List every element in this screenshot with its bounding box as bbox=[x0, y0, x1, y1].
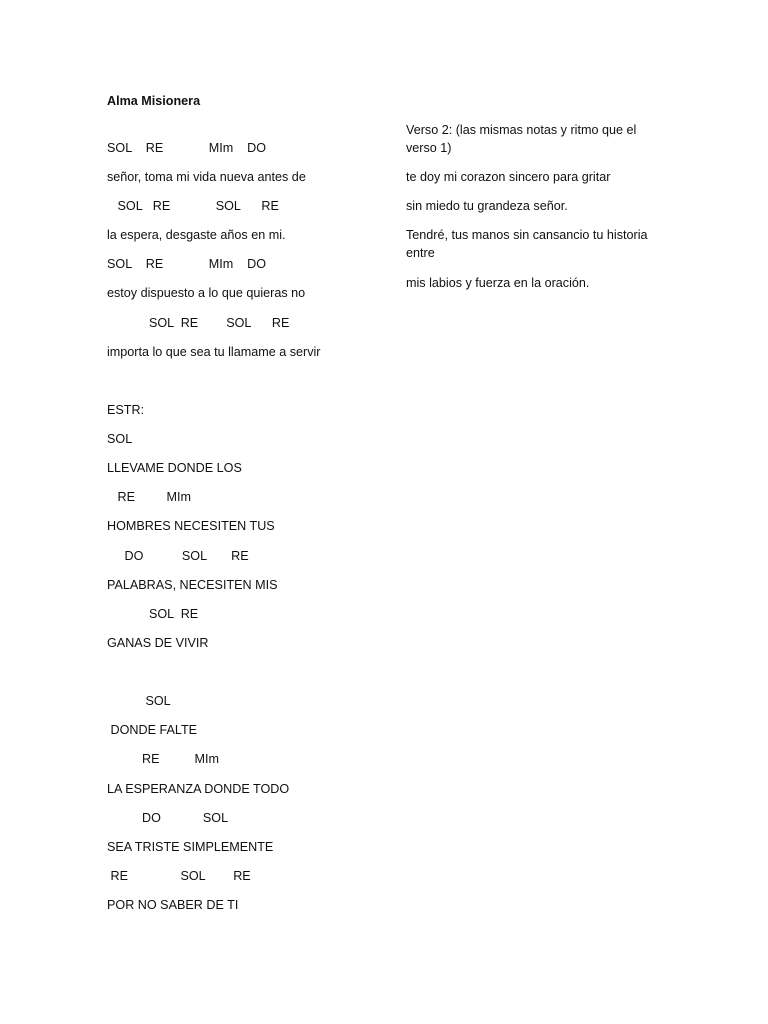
lyric-line: LA ESPERANZA DONDE TODO bbox=[107, 782, 290, 796]
lyric-line: HOMBRES NECESITEN TUS bbox=[107, 519, 275, 533]
chord-line: SOL RE bbox=[107, 607, 199, 621]
chord-line: RE SOL RE bbox=[107, 869, 251, 883]
song-title: Alma Misionera bbox=[107, 94, 201, 108]
lyric-line: SEA TRISTE SIMPLEMENTE bbox=[107, 840, 274, 854]
lyric-line: GANAS DE VIVIR bbox=[107, 636, 209, 650]
chord-line: RE MIm bbox=[107, 752, 219, 766]
lyric-line: POR NO SABER DE TI bbox=[107, 898, 239, 912]
lyric-line: Tendré, tus manos sin cansancio tu historia entre bbox=[406, 228, 648, 260]
chord-line: SOL bbox=[107, 432, 133, 446]
section-label: ESTR: bbox=[107, 403, 145, 417]
chord-line: RE MIm bbox=[107, 490, 191, 504]
lyric-line: te doy mi corazon sincero para gritar bbox=[406, 170, 611, 184]
lyric-line: importa lo que sea tu llamame a servir bbox=[107, 345, 321, 359]
chord-line: SOL RE SOL RE bbox=[107, 316, 290, 330]
chord-line: SOL RE SOL RE bbox=[107, 199, 279, 213]
lyric-line: mis labios y fuerza en la oración. bbox=[406, 276, 590, 290]
chord-line: SOL RE MIm DO bbox=[107, 257, 267, 271]
verse-2-heading: Verso 2: (las mismas notas y ritmo que el verso 1) bbox=[406, 123, 637, 155]
chord-line: DO SOL bbox=[107, 811, 229, 825]
lyric-line: señor, toma mi vida nueva antes de bbox=[107, 170, 306, 184]
lyric-line: sin miedo tu grandeza señor. bbox=[406, 199, 568, 213]
lyric-line: PALABRAS, NECESITEN MIS bbox=[107, 578, 278, 592]
lyric-line: LLEVAME DONDE LOS bbox=[107, 461, 242, 475]
chord-line: SOL bbox=[107, 694, 171, 708]
lyric-line: DONDE FALTE bbox=[107, 723, 198, 737]
lyric-line: la espera, desgaste años en mi. bbox=[107, 228, 286, 242]
chord-line: DO SOL RE bbox=[107, 549, 249, 563]
lyric-line: estoy dispuesto a lo que quieras no bbox=[107, 286, 306, 300]
chord-line: SOL RE MIm DO bbox=[107, 141, 267, 155]
